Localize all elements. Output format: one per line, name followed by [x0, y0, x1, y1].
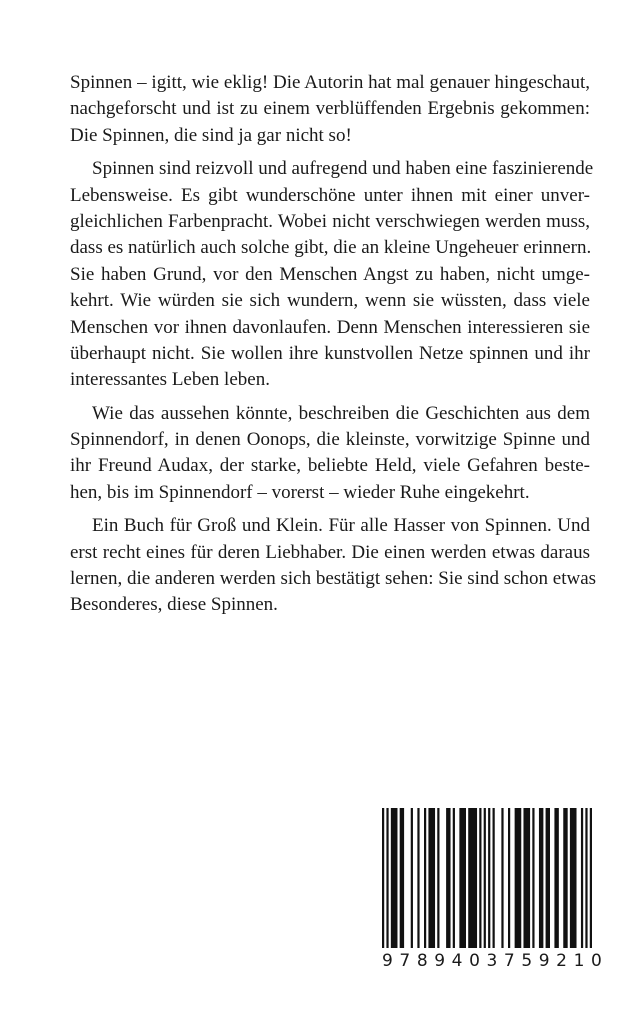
text-line: Menschen vor ihnen davonlaufen. Denn Menschen interessieren sie	[70, 316, 590, 338]
text-line: überhaupt nicht. Sie wollen ihre kunstvollen Netze spinnen und ihr	[70, 342, 590, 364]
barcode-bar	[590, 808, 592, 948]
barcode-bar	[446, 808, 450, 948]
text-line: Spinnen sind reizvoll und aufregend und haben eine faszinierende	[92, 158, 594, 180]
paragraph	[70, 401, 590, 507]
text-line: ihr Freund Audax, der starke, beliebte Held, viele Gefahren beste-	[70, 455, 590, 477]
barcode-bar	[501, 808, 503, 948]
barcode-bar	[479, 808, 481, 948]
barcode-bar	[428, 808, 435, 948]
barcode-bar	[563, 808, 567, 948]
barcode-bar	[585, 808, 587, 948]
text-line: Lebensweise. Es gibt wunderschöne unter ihnen mit einer unver-	[70, 184, 590, 206]
blurb-text	[70, 70, 597, 619]
text-line: kehrt. Wie würden sie sich wundern, wenn sie wüssten, dass viele	[70, 290, 590, 312]
text-line: lernen, die anderen werden sich bestätigt sehen: Sie sind schon etwas	[70, 568, 597, 590]
isbn-barcode	[382, 808, 609, 980]
text-line: erst recht eines für deren Liebhaber. Die einen werden etwas daraus	[70, 541, 590, 563]
barcode-number: 9789403759210	[382, 951, 609, 971]
barcode-bar	[493, 808, 495, 948]
barcode-bar	[382, 808, 384, 948]
barcode-bar	[488, 808, 490, 948]
text-line: dass es natürlich auch solche gibt, die an kleine Ungeheuer erinnern.	[70, 237, 592, 259]
barcode-bars	[382, 808, 592, 948]
barcode-bar	[386, 808, 388, 948]
barcode-bar	[581, 808, 583, 948]
text-line: Wie das aussehen könnte, beschreiben die Geschichten aus dem	[92, 402, 590, 424]
barcode-bar	[508, 808, 510, 948]
barcode-bar	[391, 808, 398, 948]
text-line: interessantes Leben leben.	[70, 369, 270, 391]
text-line: Spinnendorf, in denen Oonops, die kleinste, vorwitzige Spinne und	[70, 429, 590, 451]
barcode-bar	[459, 808, 466, 948]
text-line: Die Spinnen, die sind ja gar nicht so!	[70, 124, 352, 146]
barcode-bar	[484, 808, 486, 948]
barcode-bar	[523, 808, 530, 948]
text-line: Spinnen – igitt, wie eklig! Die Autorin hat mal genauer hingeschaut,	[70, 72, 590, 93]
barcode-bar	[417, 808, 419, 948]
barcode-bar	[400, 808, 404, 948]
barcode-bar	[424, 808, 426, 948]
barcode-bar	[570, 808, 577, 948]
paragraph	[70, 156, 594, 394]
barcode-bar	[546, 808, 550, 948]
text-line: Besonderes, diese Spinnen.	[70, 594, 278, 616]
barcode-bar	[468, 808, 477, 948]
text-line: gleichlichen Farbenpracht. Wobei nicht verschwiegen werden muss,	[70, 210, 590, 232]
text-line: nachgeforscht und ist zu einem verblüffenden Ergebnis gekommen:	[70, 98, 590, 120]
barcode-bar	[532, 808, 534, 948]
barcode-bar	[515, 808, 522, 948]
barcode-bar	[453, 808, 455, 948]
barcode-bar	[437, 808, 439, 948]
paragraph	[70, 70, 590, 149]
barcode-bar	[554, 808, 558, 948]
barcode-bar	[539, 808, 543, 948]
text-line: Ein Buch für Groß und Klein. Für alle Hasser von Spinnen. Und	[92, 515, 590, 537]
paragraph	[70, 513, 597, 619]
text-line: Sie haben Grund, vor den Menschen Angst zu haben, nicht umge-	[70, 263, 590, 285]
text-line: hen, bis im Spinnendorf – vorerst – wieder Ruhe eingekehrt.	[70, 481, 530, 503]
barcode-bar	[411, 808, 413, 948]
